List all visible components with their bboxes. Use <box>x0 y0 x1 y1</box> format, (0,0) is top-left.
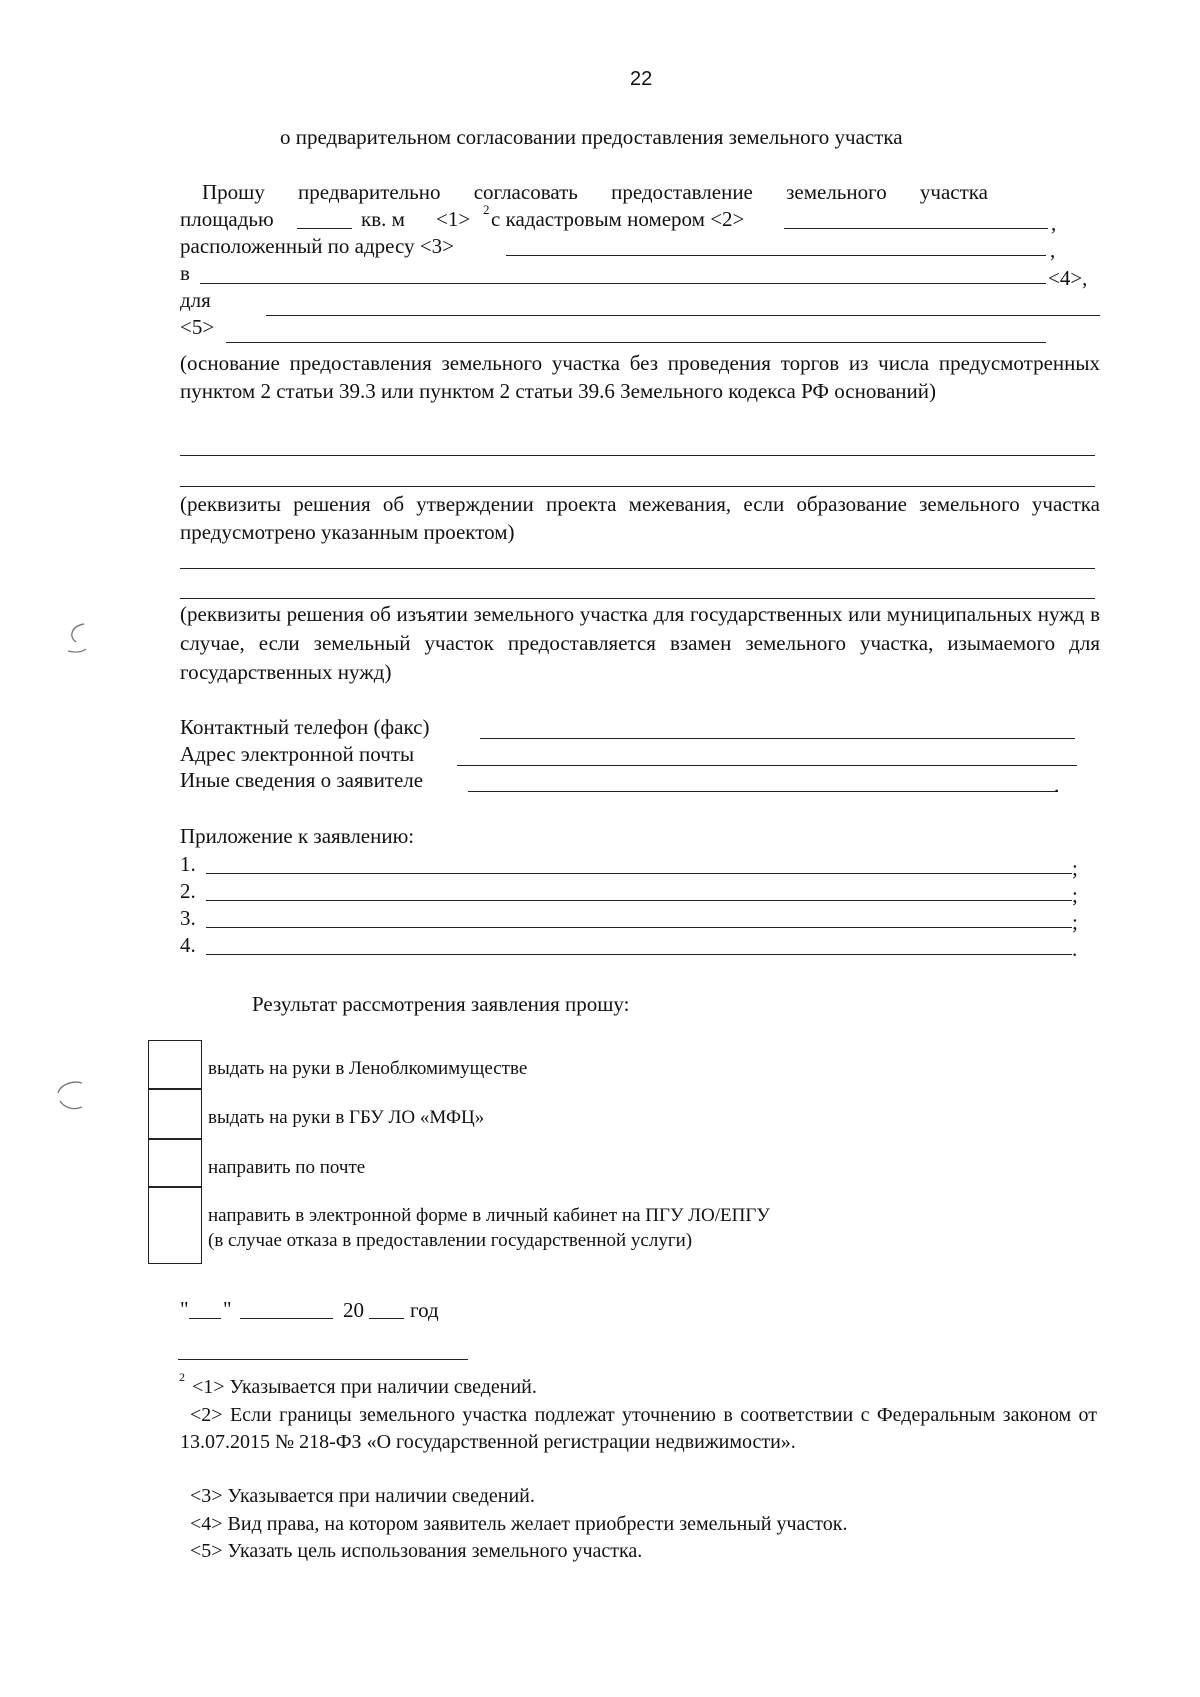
purpose-field[interactable] <box>266 315 1100 316</box>
other-info-label: Иные сведения о заявителе <box>180 768 424 792</box>
grounds-field-2[interactable] <box>180 486 1095 487</box>
option-checkbox-office[interactable] <box>148 1040 202 1090</box>
phone-label: Контактный телефон (факс) <box>180 715 430 739</box>
option-mfc-label: выдать на руки в ГБУ ЛО «МФЦ» <box>208 1107 485 1128</box>
comma: , <box>1051 211 1057 235</box>
attachment-end: . <box>1072 937 1078 961</box>
option-checkbox-mfc[interactable] <box>148 1088 202 1140</box>
attachment-number: 3. <box>180 906 196 930</box>
option-office-label: выдать на руки в Леноблкомимуществе <box>208 1058 528 1079</box>
in-label: в <box>180 261 190 285</box>
date-year-label: год <box>410 1298 439 1322</box>
attachment-end: ; <box>1072 883 1078 907</box>
punch-hole-mark <box>58 618 98 658</box>
option-post-label: направить по почте <box>208 1157 366 1178</box>
option-electronic-note: (в случае отказа в предоставлении государственной услуги) <box>208 1230 693 1251</box>
punch-hole-mark <box>52 1077 97 1122</box>
phone-field[interactable] <box>480 738 1075 739</box>
attachment-end: ; <box>1072 856 1078 880</box>
attachment-field[interactable] <box>206 927 1072 928</box>
footnote-3: <3> Указывается при наличии сведений. <box>190 1485 535 1507</box>
grounds-field-1[interactable] <box>180 455 1095 456</box>
comma: , <box>1050 238 1056 262</box>
email-label: Адрес электронной почты <box>180 742 415 766</box>
date-year-prefix: 20 <box>343 1298 364 1322</box>
page-number: 22 <box>630 68 653 90</box>
area-unit: кв. м <box>361 207 405 231</box>
attachment-number: 1. <box>180 852 196 876</box>
date-year-field[interactable] <box>369 1318 404 1319</box>
right-type-field[interactable] <box>200 283 1046 284</box>
attachment-end: ; <box>1072 910 1078 934</box>
option-checkbox-electronic[interactable] <box>148 1186 202 1264</box>
attachment-field[interactable] <box>206 873 1072 874</box>
footnote-sup: 2 <box>179 1370 185 1384</box>
footnote-2: <2> Если границы земельного участка подлежат уточнению в соответствии с Федеральным законом от 13.07.2015 № 218-ФЗ «О государственной регистрации недвижимости». <box>180 1404 1097 1453</box>
result-title: Результат рассмотрения заявления прошу: <box>252 992 630 1016</box>
survey-field-1[interactable] <box>180 568 1095 569</box>
seizure-note: (реквизиты решения об изъятии земельного участка для государственных или муниципальных нужд в случае, если земельный участок предоставляется взамен земельного участка, изымаемого для государственных нужд) <box>180 602 1100 684</box>
grounds-note: (основание предоставления земельного участка без проведения торгов из числа предусмотренных пунктом 2 статьи 39.3 или пунктом 2 статьи 39.6 Земельного кодекса РФ оснований) <box>180 351 1100 403</box>
footnote-5: <5> Указать цель использования земельного участка. <box>190 1540 643 1562</box>
purpose-field-2[interactable] <box>226 342 1046 343</box>
attachment-field[interactable] <box>206 900 1072 901</box>
survey-field-2[interactable] <box>180 598 1095 599</box>
page-title: о предварительном согласовании предоставления земельного участка <box>280 125 903 149</box>
option-checkbox-post[interactable] <box>148 1138 202 1188</box>
footnote-ref-5: <5> <box>180 315 215 339</box>
option-electronic-label: направить в электронной форме в личный кабинет на ПГУ ЛО/ЕПГУ <box>208 1205 770 1226</box>
address-label: расположенный по адресу <3> <box>180 234 455 258</box>
footnote-4: <4> Вид права, на котором заявитель желает приобрести земельный участок. <box>190 1513 848 1535</box>
date-month-field[interactable] <box>240 1318 333 1319</box>
footnote-separator <box>178 1359 468 1360</box>
address-field[interactable] <box>506 255 1046 256</box>
attachments-title: Приложение к заявлению: <box>180 824 415 848</box>
attachment-number: 2. <box>180 879 196 903</box>
for-label: для <box>180 288 211 312</box>
footnote-superscript: 2 <box>483 202 490 217</box>
cadastral-label: с кадастровым номером <2> <box>491 207 745 231</box>
request-line-1: Прошу предварительно согласовать предоставление земельного участка <box>202 180 988 204</box>
date-quote-open: " <box>180 1297 189 1321</box>
survey-project-note: (реквизиты решения об утверждении проекта межевания, если образование земельного участка предусмотрено указанным проектом) <box>180 492 1100 544</box>
footnote-1: <1> Указывается при наличии сведений. <box>192 1376 537 1398</box>
period: . <box>1054 773 1060 797</box>
area-field[interactable] <box>297 228 352 229</box>
attachment-field[interactable] <box>206 954 1072 955</box>
attachment-number: 4. <box>180 933 196 957</box>
footnote-ref-1: <1> <box>436 207 471 231</box>
area-label: площадью <box>180 207 274 231</box>
email-field[interactable] <box>457 765 1077 766</box>
date-day-field[interactable] <box>189 1318 221 1319</box>
footnote-ref-4: <4>, <box>1048 266 1088 290</box>
other-info-field[interactable] <box>468 791 1058 792</box>
cadastral-number-field[interactable] <box>784 228 1048 229</box>
date-quote-close: " <box>223 1297 232 1321</box>
